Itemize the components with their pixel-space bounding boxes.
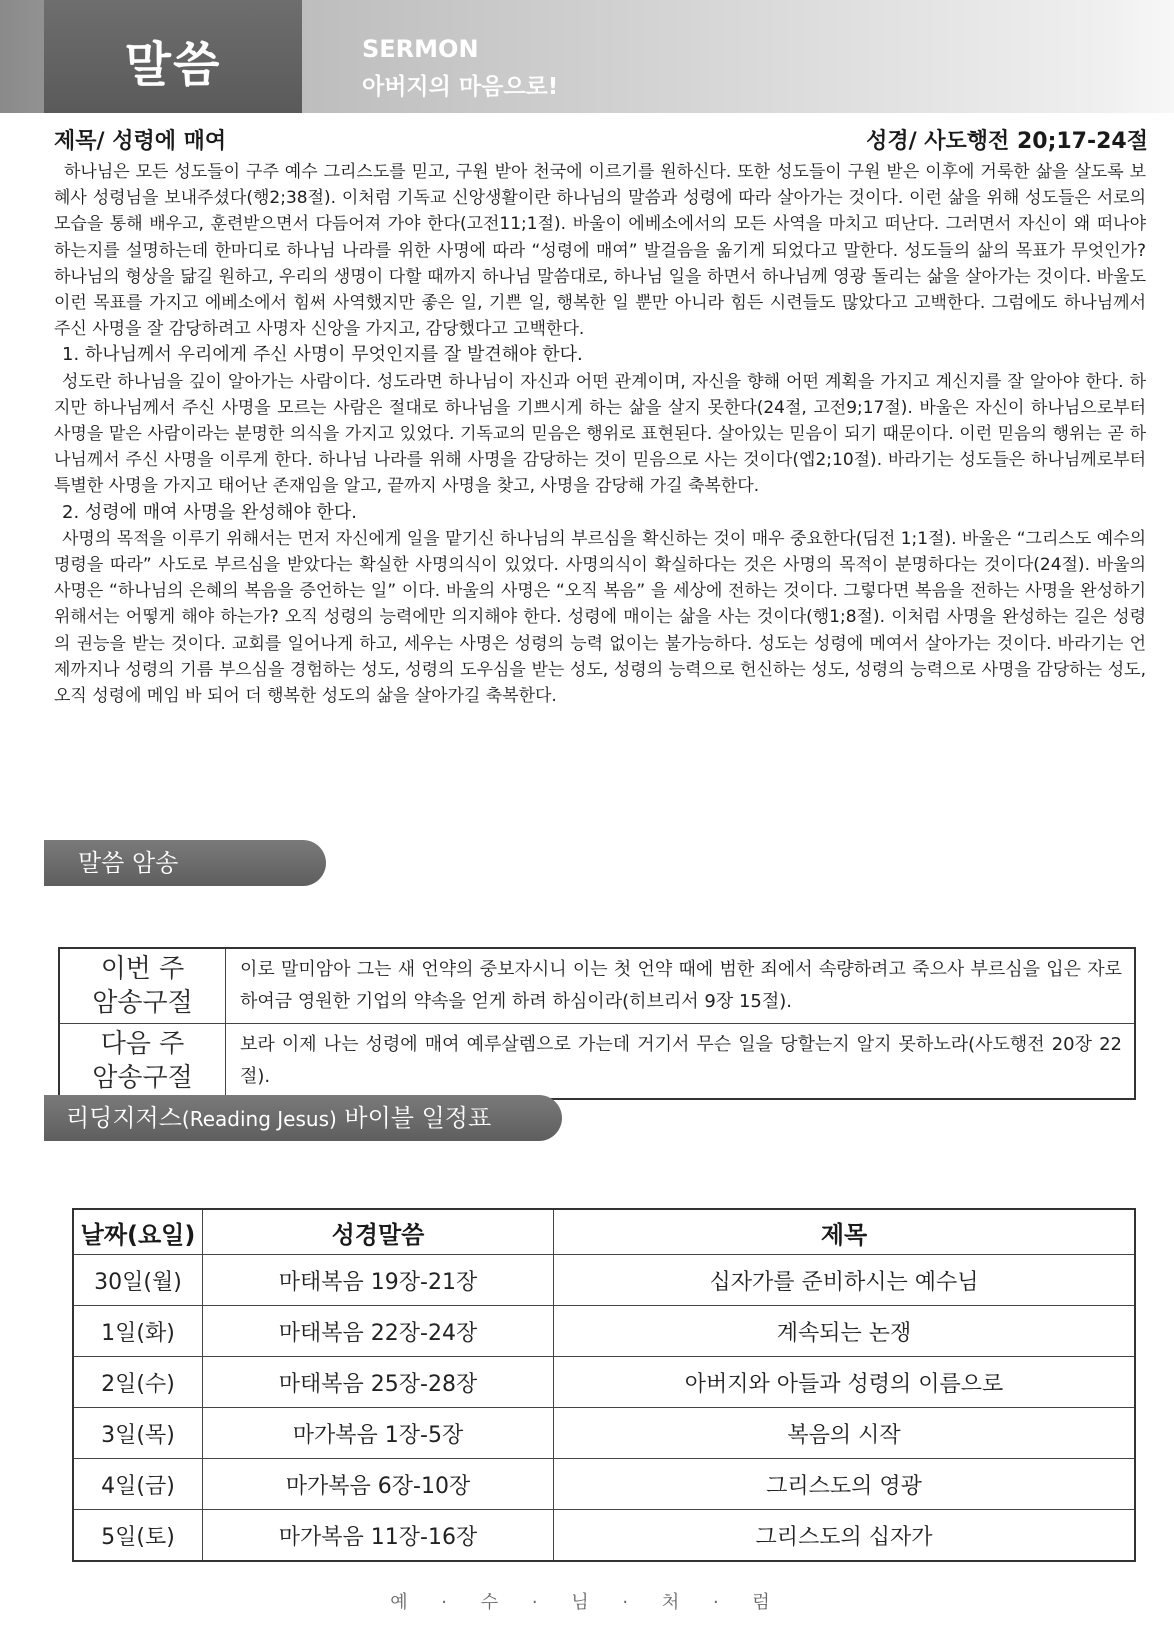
cell-title: 그리스도의 십자가 bbox=[554, 1510, 1136, 1562]
cell-scripture: 마가복음 6장-10장 bbox=[203, 1459, 554, 1510]
cell-date: 2일(수) bbox=[73, 1357, 203, 1408]
schedule-section-tab bbox=[44, 1095, 562, 1141]
sermon-paragraph-intro: 하나님은 모든 성도들이 구주 예수 그리스도를 믿고, 구원 받아 천국에 이르기를 원하신다. 또한 성도들이 구원 받은 이후에 거룩한 삶을 살도록 보혜사 성령님을 보내주셨다(행2;38절). 이처럼 기독교 신앙생활이란 하나님의 말씀과 성령에 따라 살아가는 것이다. 이런 삶을 위해 성도들은 서로의 모습을 통해 배우고, 훈련받으면서 다듬어져 가야 한다(고전11;1절). 바울이 에베소에서의 모든 사역을 마치고 떠난다. 그러면서 자신이 왜 떠나야 하는지를 설명하는데 한마디로 하나님 나라를 위한 사명에 따라 “성령에 매여” 발걸음을 옮기게 되었다고 말한다. 성도들의 삶의 목표가 무엇인가? 하나님의 형상을 닮길 원하고, 우리의 생명이 다할 때까지 하나님 말씀대로, 하나님 일을 하면서 하나님께 영광 돌리는 삶을 살아가는 것이다. 바울도 이런 목표를 가지고 에베소에서 힘써 사역했지만 좋은 일, 기쁜 일, 행복한 일 뿐만 아니라 힘든 시련들도 많았다고 고백한다. 그럼에도 하나님께서 주신 사명을 잘 감당하려고 사명자 신앙을 가지고, 감당했다고 고백한다. bbox=[54, 162, 1146, 340]
table-row bbox=[73, 1306, 1135, 1357]
banner-title: 말씀 bbox=[124, 37, 222, 93]
sermon-paragraph-2: 사명의 목적을 이루기 위해서는 먼저 자신에게 일을 맡기신 하나님의 부르심을 확신하는 것이 매우 중요한다(딤전 1;1절). 바울은 “그리스도 예수의 명령을 따라” 사도로 부르심을 받았다는 확실한 사명의식이 있었다. 사명의식이 확실하다는 것은 사명의 목적이 분명하다는 것이다(24절). 바울의 사명은 “하나님의 은혜의 복음을 증언하는 일” 이다. 바울의 사명은 “오직 복음” 을 세상에 전하는 것이다. 그렇다면 복음을 전하는 사명을 완성하기 위해서는 어떻게 해야 하는가? 오직 성령의 능력에만 의지해야 한다. 성령에 매이는 삶을 사는 것이다(행1;8절). 이처럼 사명을 완성하는 길은 성령의 권능을 받는 것이다. 교회를 일어나게 하고, 세우는 사명은 성령의 능력 없이는 불가능하다. 성도는 성령에 메여서 살아가는 것이다. 바라기는 언제까지나 성령의 기름 부으심을 경험하는 성도, 성령의 도우심을 받는 성도, 성령의 능력으로 헌신하는 성도, 성령의 능력으로 사명을 감당하는 성도, 오직 성령에 메임 바 되어 더 행복한 성도의 삶을 살아가길 축복한다. bbox=[54, 528, 1146, 707]
column-header-date: 날짜(요일) bbox=[73, 1209, 203, 1255]
label-line: 암송구절 bbox=[92, 988, 193, 1018]
cell-date: 1일(화) bbox=[73, 1306, 203, 1357]
memory-this-week-verse: 이로 말미암아 그는 새 언약의 중보자시니 이는 첫 언약 때에 범한 죄에서 속량하려고 죽으사 부르심을 입은 자로 하여금 영원한 기업의 약속을 얻게 하려 하심이라(히브리서 9장 15절). bbox=[226, 948, 1136, 1024]
label-line: 다음 주 bbox=[100, 1029, 185, 1059]
banner-subtitle-en: SERMON bbox=[362, 35, 479, 63]
table-row bbox=[59, 1024, 1135, 1100]
cell-title: 십자가를 준비하시는 예수님 bbox=[554, 1255, 1136, 1306]
label-line: 암송구절 bbox=[92, 1063, 193, 1093]
cell-scripture: 마가복음 11장-16장 bbox=[203, 1510, 554, 1562]
memory-verse-table bbox=[58, 947, 1136, 1100]
memory-section-label: 말씀 암송 bbox=[78, 849, 179, 877]
memory-next-week-verse: 보라 이제 나는 성령에 매여 예루살렘으로 가는데 거기서 무슨 일을 당할는지 알지 못하노라(사도행전 20장 22절). bbox=[226, 1024, 1136, 1100]
table-row bbox=[73, 1408, 1135, 1459]
sermon-body bbox=[54, 159, 1146, 709]
sermon-scripture: 성경/ 사도행전 20;17-24절 bbox=[866, 129, 1148, 154]
sermon-paragraph-1: 성도란 하나님을 깊이 알아가는 사람이다. 성도라면 하나님이 자신과 어떤 관계이며, 자신을 향해 어떤 계획을 가지고 계신지를 잘 알아야 한다. 하지만 하나님께서 주신 사명을 모르는 사람은 절대로 하나님을 기쁘시게 하는 삶을 살지 못한다(24절, 고전9;17절). 바울은 자신이 하나님으로부터 사명을 맡은 사람이라는 분명한 의식을 가지고 있었다. 기독교의 믿음은 행위로 표현된다. 살아있는 믿음이 되기 때문이다. 이런 믿음의 행위는 곧 하나님께서 주신 사명을 이루게 한다. 하나님 나라를 위해 사명을 감당하는 것이 믿음으로 사는 것이다(엡2;10절). 바라기는 성도들은 하나님께로부터 특별한 사명을 가지고 태어난 존재임을 알고, 끝까지 사명을 찾고, 사명을 감당해 가길 축복한다. bbox=[54, 371, 1146, 497]
table-row bbox=[59, 948, 1135, 1024]
bible-schedule-table bbox=[72, 1208, 1136, 1562]
memory-section-tab bbox=[44, 840, 326, 886]
cell-title: 계속되는 논쟁 bbox=[554, 1306, 1136, 1357]
table-row bbox=[73, 1357, 1135, 1408]
sermon-point-2: 2. 성령에 매여 사명을 완성해야 한다. bbox=[62, 501, 357, 523]
cell-date: 30일(월) bbox=[73, 1255, 203, 1306]
cell-title: 아버지와 아들과 성령의 이름으로 bbox=[554, 1357, 1136, 1408]
cell-scripture: 마가복음 1장-5장 bbox=[203, 1408, 554, 1459]
page-footer: 예 · 수 · 님 · 처 · 럼 bbox=[390, 1592, 784, 1613]
schedule-section-label-b: (Reading Jesus) bbox=[181, 1107, 337, 1131]
cell-scripture: 마태복음 19장-21장 bbox=[203, 1255, 554, 1306]
column-header-title: 제목 bbox=[554, 1209, 1136, 1255]
table-header-row bbox=[73, 1209, 1135, 1255]
sermon-point-1: 1. 하나님께서 우리에게 주신 사명이 무엇인지를 잘 발견해야 한다. bbox=[62, 344, 583, 366]
label-line: 이번 주 bbox=[100, 954, 185, 984]
table-row bbox=[73, 1510, 1135, 1562]
table-row bbox=[73, 1459, 1135, 1510]
schedule-section-label-c: 바이블 일정표 bbox=[336, 1104, 492, 1132]
table-row bbox=[73, 1255, 1135, 1306]
cell-scripture: 마태복음 25장-28장 bbox=[203, 1357, 554, 1408]
memory-this-week-label bbox=[59, 948, 226, 1024]
memory-next-week-label bbox=[59, 1024, 226, 1100]
cell-scripture: 마태복음 22장-24장 bbox=[203, 1306, 554, 1357]
cell-date: 4일(금) bbox=[73, 1459, 203, 1510]
header-banner bbox=[0, 0, 1174, 113]
sermon-title: 제목/ 성령에 매여 bbox=[54, 129, 227, 154]
schedule-section-label-a: 리딩지저스 bbox=[66, 1104, 182, 1132]
cell-title: 복음의 시작 bbox=[554, 1408, 1136, 1459]
banner-subtitle-ko: 아버지의 마음으로! bbox=[362, 74, 559, 100]
cell-date: 5일(토) bbox=[73, 1510, 203, 1562]
cell-date: 3일(목) bbox=[73, 1408, 203, 1459]
column-header-scripture: 성경말씀 bbox=[203, 1209, 554, 1255]
cell-title: 그리스도의 영광 bbox=[554, 1459, 1136, 1510]
